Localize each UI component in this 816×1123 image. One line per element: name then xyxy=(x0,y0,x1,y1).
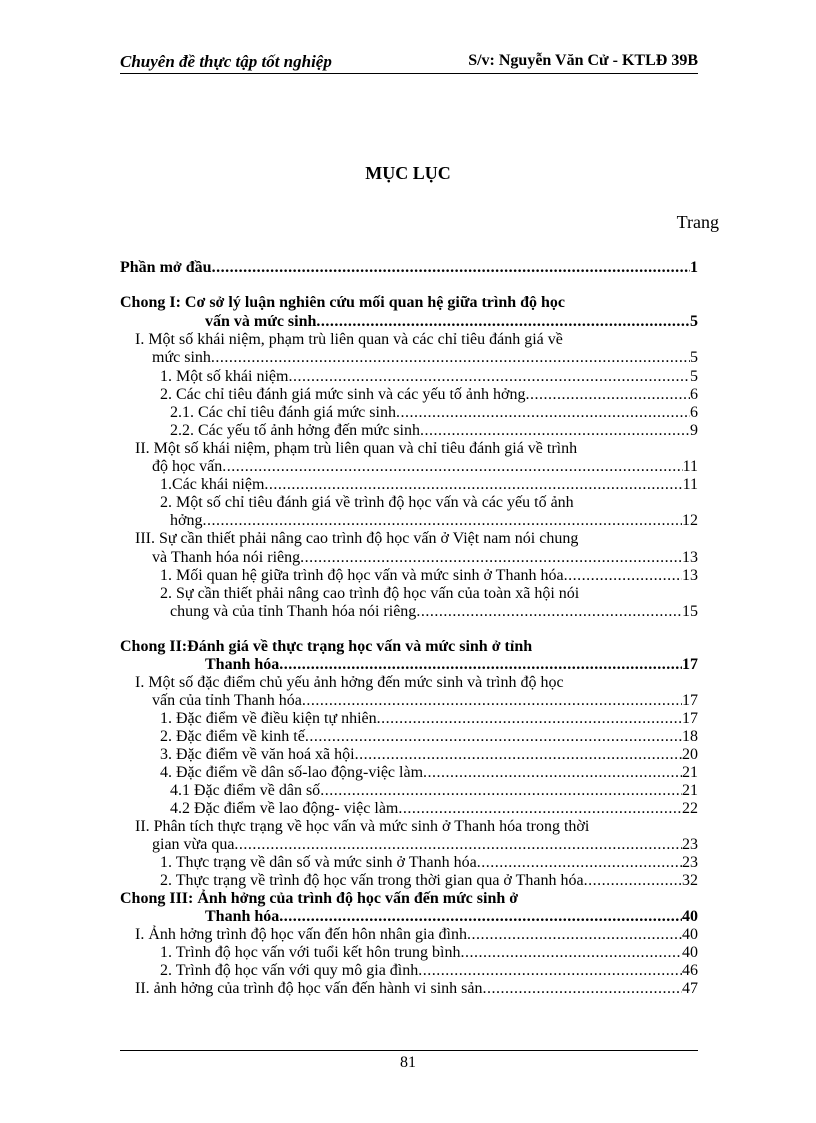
toc-entry xyxy=(160,728,698,746)
toc-entry xyxy=(170,782,698,800)
toc-leader-dots xyxy=(564,567,682,585)
toc-entry xyxy=(205,656,698,674)
toc-entry-text: hởng xyxy=(170,512,203,529)
toc-entry xyxy=(135,530,698,548)
toc-leader-dots xyxy=(377,710,682,728)
toc-leader-dots xyxy=(460,944,682,962)
toc-leader-dots xyxy=(279,656,682,674)
header-left-title: Chuyên đề thực tập tốt nghiệp xyxy=(120,52,332,71)
toc-entry-text: II. ảnh hởng của trình độ học vấn đến hành vi sinh sản xyxy=(135,980,483,997)
toc-entry-text: 4.2 Đặc điểm về lao động- việc làm xyxy=(170,800,399,817)
toc-leader-dots xyxy=(202,512,682,530)
toc-entry-text: gian vừa qua xyxy=(152,836,235,853)
page-title: MỤC LỤC xyxy=(365,163,451,183)
toc-page-number: 47 xyxy=(682,980,698,997)
toc-entry-text: Thanh hóa xyxy=(205,656,280,673)
header-right-author: S/v: Nguyễn Văn Cử - KTLĐ 39B xyxy=(468,52,698,69)
toc-entry xyxy=(152,458,698,476)
toc-entry-text: vấn và mức sinh xyxy=(205,313,317,330)
toc-page-number: 5 xyxy=(690,313,698,330)
toc-entry xyxy=(120,890,698,908)
toc-page-number: 23 xyxy=(682,854,698,871)
toc-leader-dots xyxy=(279,908,682,926)
toc-leader-dots xyxy=(467,926,682,944)
toc-entry-text: Phần mở đầu xyxy=(120,259,212,276)
toc-entry xyxy=(205,908,698,926)
toc-entry xyxy=(170,512,698,530)
toc-entry xyxy=(160,476,698,494)
header-rule xyxy=(120,73,698,74)
toc-entry-text: 2. Các chỉ tiêu đánh giá mức sinh và các yếu tố ảnh hởng xyxy=(160,386,526,403)
toc-entry-text: mức sinh xyxy=(152,349,211,366)
toc-entry-text: 1. Mối quan hệ giữa trình độ học vấn và mức sinh ở Thanh hóa xyxy=(160,567,564,584)
toc-leader-dots xyxy=(525,386,690,404)
toc-page-number: 12 xyxy=(682,512,698,529)
toc-leader-dots xyxy=(423,764,682,782)
toc-entry xyxy=(135,331,698,349)
toc-page-number: 46 xyxy=(682,962,698,979)
toc-entry-text: 3. Đặc điểm về văn hoá xã hội xyxy=(160,746,355,763)
toc-entry xyxy=(152,349,698,367)
toc-entry-text: chung và của tỉnh Thanh hóa nói riêng xyxy=(170,603,417,620)
page-header xyxy=(120,52,698,72)
toc-entry xyxy=(170,603,698,621)
toc-entry-text: 1. Đặc điểm về điều kiện tự nhiên xyxy=(160,710,377,727)
toc-entry-text: II. Phân tích thực trạng về học vấn và mức sinh ở Thanh hóa trong thời xyxy=(135,818,590,835)
toc-entry xyxy=(135,440,698,458)
toc-page-number: 6 xyxy=(690,404,698,421)
toc-leader-dots xyxy=(398,800,682,818)
toc-entry-text: III. Sự cần thiết phải nâng cao trình độ học vấn ở Việt nam nói chung xyxy=(135,530,579,547)
toc-entry-text: 2. Sự cần thiết phải nâng cao trình độ học vấn của toàn xã hội nói xyxy=(160,585,580,602)
toc-entry-text: 1.Các khái niệm xyxy=(160,476,265,493)
toc-leader-dots xyxy=(418,962,682,980)
toc-page-number: 1 xyxy=(690,259,698,276)
footer-page-number: 81 xyxy=(400,1054,416,1071)
toc-page-number: 11 xyxy=(682,458,698,475)
toc-entry xyxy=(135,980,698,998)
toc-leader-dots xyxy=(477,854,682,872)
toc-entry-text: Chong II:Đánh giá về thực trạng học vấn và mức sinh ở tỉnh xyxy=(120,638,533,655)
toc-page-number: 5 xyxy=(690,349,698,366)
toc-leader-dots xyxy=(302,692,682,710)
toc-entry-text: vấn của tỉnh Thanh hóa xyxy=(152,692,302,709)
toc-entry xyxy=(205,313,698,331)
toc-entry xyxy=(160,386,698,404)
toc-page-number: 13 xyxy=(682,549,698,566)
toc-entry xyxy=(160,764,698,782)
toc-entry-text: Chong I: Cơ sở lý luận nghiên cứu mối quan hệ giữa trình độ học xyxy=(120,294,566,311)
toc-page-number: 5 xyxy=(690,368,698,385)
toc-leader-dots xyxy=(305,728,682,746)
toc-leader-dots xyxy=(396,404,690,422)
toc-entry xyxy=(152,836,698,854)
toc-page-number: 40 xyxy=(682,926,698,943)
toc-entry-text: 2.2. Các yếu tố ảnh hởng đến mức sinh xyxy=(170,422,420,439)
toc-page-number: 11 xyxy=(682,476,698,493)
toc-leader-dots xyxy=(264,476,682,494)
toc-entry-text: và Thanh hóa nói riêng xyxy=(152,549,301,566)
toc-leader-dots xyxy=(288,368,690,386)
toc-leader-dots xyxy=(300,549,682,567)
toc-entry xyxy=(160,962,698,980)
toc-entry xyxy=(160,494,698,512)
toc-page-number: 18 xyxy=(682,728,698,745)
toc-entry xyxy=(120,259,698,277)
toc-page-number: 17 xyxy=(682,710,698,727)
toc-entry-text: 2. Thực trạng về trình độ học vấn trong thời gian qua ở Thanh hóa xyxy=(160,872,584,889)
toc-entry xyxy=(135,818,698,836)
toc-entry xyxy=(135,674,698,692)
toc-entry-text: I. Một số đặc điểm chủ yếu ảnh hởng đến mức sinh và trình độ học xyxy=(135,674,564,691)
toc-page-number: 21 xyxy=(682,782,698,799)
toc-entry-text: 2. Một số chỉ tiêu đánh giá về trình độ học vấn và các yếu tố ảnh xyxy=(160,494,574,511)
toc-page-number: 15 xyxy=(682,603,698,620)
footer-rule xyxy=(120,1050,698,1051)
toc-entry xyxy=(160,854,698,872)
toc-entry xyxy=(160,368,698,386)
toc-entry-text: 4.1 Đặc điểm về dân số xyxy=(170,782,321,799)
toc-entry-text: độ học vấn xyxy=(152,458,223,475)
toc-leader-dots xyxy=(355,746,682,764)
toc-leader-dots xyxy=(483,980,683,998)
toc-entry xyxy=(135,926,698,944)
toc-page-number: 22 xyxy=(682,800,698,817)
toc-entry xyxy=(160,746,698,764)
toc-entry-text: Thanh hóa xyxy=(205,908,280,925)
toc-page-number: 17 xyxy=(682,692,698,709)
toc-page-number: 6 xyxy=(690,386,698,403)
toc-page-number: 20 xyxy=(682,746,698,763)
toc-entry-text: I. Một số khái niệm, phạm trù liên quan và các chỉ tiêu đánh giá về xyxy=(135,331,563,348)
toc-page-number: 21 xyxy=(682,764,698,781)
toc-entry xyxy=(160,872,698,890)
toc-page-number: 32 xyxy=(682,872,698,889)
toc-entry-text: 1. Thực trạng về dân số và mức sinh ở Thanh hóa xyxy=(160,854,477,871)
toc-leader-dots xyxy=(416,603,682,621)
toc-page-number: 9 xyxy=(690,422,698,439)
toc-page-number: 40 xyxy=(682,944,698,961)
trang-label: Trang xyxy=(676,212,719,232)
toc-leader-dots xyxy=(211,349,690,367)
toc-leader-dots xyxy=(420,422,690,440)
toc-leader-dots xyxy=(212,259,690,277)
toc-entry-text: 4. Đặc điểm về dân số-lao động-việc làm xyxy=(160,764,424,781)
toc-page-number: 40 xyxy=(682,908,698,925)
toc-entry xyxy=(152,549,698,567)
toc-entry xyxy=(160,710,698,728)
toc-page-number: 13 xyxy=(682,567,698,584)
toc-entry xyxy=(160,944,698,962)
toc-entry-text: 2.1. Các chỉ tiêu đánh giá mức sinh xyxy=(170,404,396,421)
toc-entry-text: I. Ảnh hởng trình độ học vấn đến hôn nhân gia đình xyxy=(135,926,467,943)
toc-entry-text: Chong III: Ảnh hởng của trình độ học vấn đến mức sinh ở xyxy=(120,890,519,907)
toc-entry xyxy=(160,585,698,603)
toc-entry-text: 2. Đặc điểm về kinh tế xyxy=(160,728,305,745)
toc-entry xyxy=(170,404,698,422)
toc-entry xyxy=(120,638,698,656)
toc-leader-dots xyxy=(584,872,682,890)
toc-page-number: 23 xyxy=(682,836,698,853)
toc-entry xyxy=(160,567,698,585)
toc-page-number: 17 xyxy=(682,656,698,673)
toc-entry xyxy=(170,800,698,818)
toc-entry-text: 1. Trình độ học vấn với tuổi kết hôn trung bình xyxy=(160,944,461,961)
toc-leader-dots xyxy=(234,836,682,854)
toc-entry-text: II. Một số khái niệm, phạm trù liên quan và chỉ tiêu đánh giá về trình xyxy=(135,440,578,457)
toc-entry-text: 1. Một số khái niệm xyxy=(160,368,289,385)
toc-entry xyxy=(120,294,698,312)
toc-leader-dots xyxy=(222,458,682,476)
toc-leader-dots xyxy=(316,313,690,331)
toc-entry xyxy=(152,692,698,710)
toc-entry xyxy=(170,422,698,440)
toc-entry-text: 2. Trình độ học vấn với quy mô gia đình xyxy=(160,962,419,979)
toc-leader-dots xyxy=(320,782,682,800)
